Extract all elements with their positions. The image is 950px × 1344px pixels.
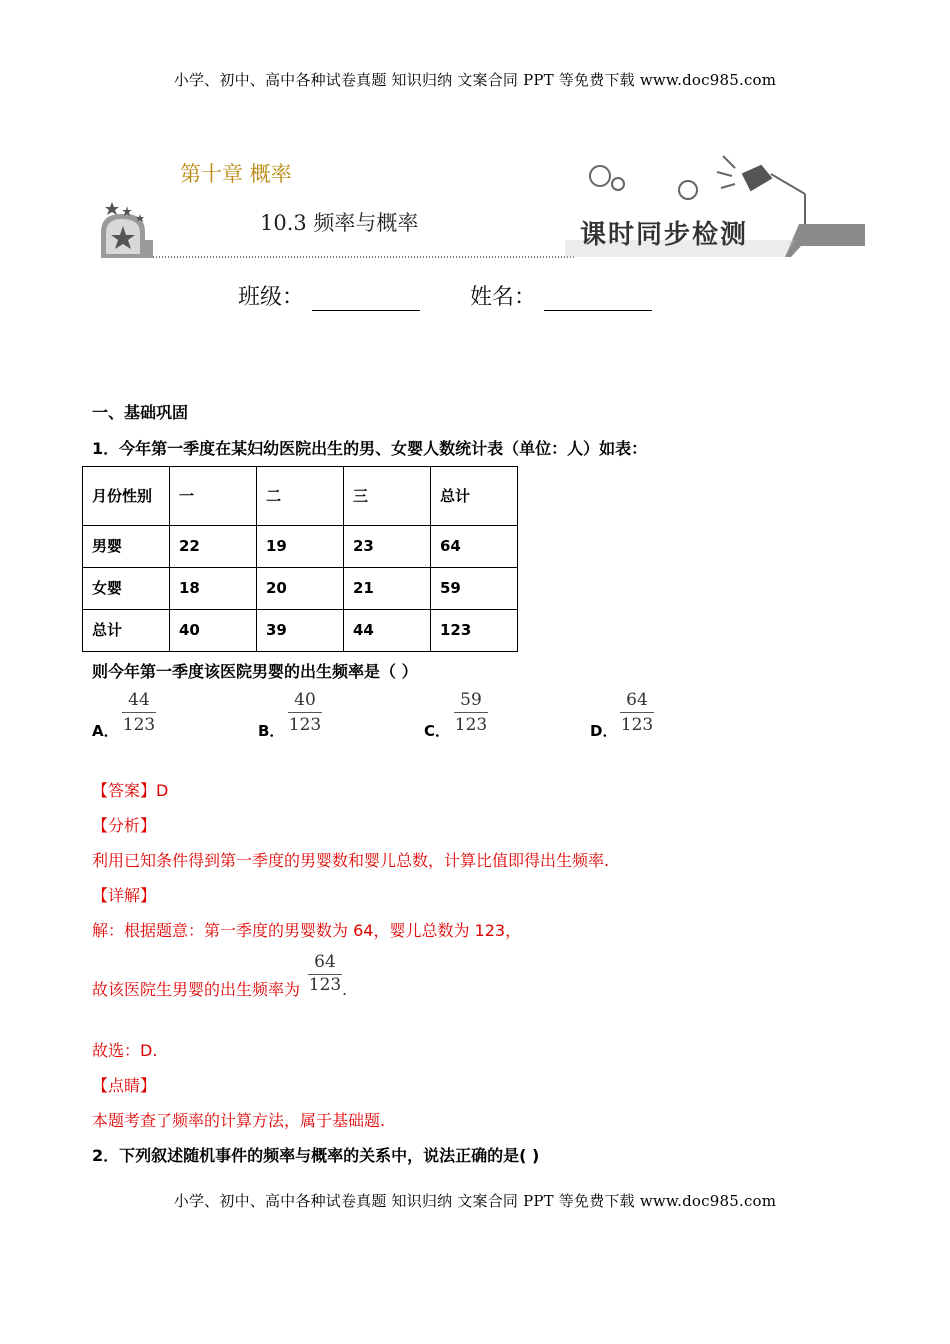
table-cell: 总计: [431, 467, 518, 526]
table-cell: 一: [170, 467, 257, 526]
banner-title: 课时同步检测: [580, 220, 749, 250]
fraction-numerator: 64: [308, 952, 342, 975]
remark-text: 本题考查了频率的计算方法，属于基础题.: [92, 1111, 386, 1130]
table-cell: 40: [170, 610, 257, 652]
selection-line: 故选：D.: [92, 1041, 158, 1060]
class-field[interactable]: [238, 280, 420, 311]
stats-table: [82, 466, 518, 652]
table-cell: 39: [257, 610, 344, 652]
table-cell: 44: [344, 610, 431, 652]
fraction-denominator: 123: [620, 715, 654, 735]
table-cell: 总计: [83, 610, 170, 652]
chapter-title: 第十章 概率: [180, 162, 292, 186]
option-fraction: [288, 690, 322, 735]
option-letter: A．: [92, 722, 119, 740]
part-heading: 一、基础巩固: [92, 403, 189, 422]
answer-line: 【答案】D: [92, 781, 169, 800]
table-cell: 男婴: [83, 526, 170, 568]
fraction-numerator: 44: [122, 690, 156, 713]
analysis-text: 利用已知条件得到第一季度的男婴数和婴儿总数，计算比值即得出生频率.: [92, 851, 610, 870]
table-cell: 三: [344, 467, 431, 526]
detail-fraction: [308, 952, 342, 995]
detail-label: 【详解】: [92, 886, 157, 905]
option-fraction: [620, 690, 654, 735]
class-blank[interactable]: [312, 290, 420, 311]
class-label: 班级：: [238, 285, 305, 310]
fraction-denominator: 123: [122, 715, 156, 735]
page-footer: 小学、初中、高中各种试卷真题 知识归纳 文案合同 PPT 等免费下载 www.doc985.com: [173, 1192, 777, 1210]
fraction-numerator: 59: [454, 690, 488, 713]
table-cell: 女婴: [83, 568, 170, 610]
table-cell: 二: [257, 467, 344, 526]
fraction-denominator: 123: [288, 715, 322, 735]
table-cell: 59: [431, 568, 518, 610]
detail-text-1: 解：根据题意：第一季度的男婴数为 64，婴儿总数为 123，: [92, 921, 522, 940]
option-letter: D．: [590, 722, 618, 740]
table-cell: 18: [170, 568, 257, 610]
fraction-denominator: 123: [454, 715, 488, 735]
table-cell: 20: [257, 568, 344, 610]
option-letter: C．: [424, 722, 451, 740]
star-badge-icon: [101, 202, 153, 258]
page-header: 小学、初中、高中各种试卷真题 知识归纳 文案合同 PPT 等免费下载 www.doc985.com: [173, 71, 777, 89]
question-1-text: 1．今年第一季度在某妇幼医院出生的男、女婴人数统计表（单位：人）如表：: [92, 439, 648, 458]
fraction-denominator: 123: [308, 975, 342, 995]
table-row: [83, 526, 518, 568]
option-fraction: [454, 690, 488, 735]
detail-period: .: [342, 980, 348, 999]
analysis-label: 【分析】: [92, 816, 157, 835]
table-cell: 22: [170, 526, 257, 568]
table-cell: 123: [431, 610, 518, 652]
table-header-row: [83, 467, 518, 526]
fraction-numerator: 64: [620, 690, 654, 713]
table-cell: 月份性别: [83, 467, 170, 526]
question-2-text: 2．下列叙述随机事件的频率与概率的关系中，说法正确的是( ): [92, 1146, 540, 1165]
name-blank[interactable]: [544, 290, 652, 311]
option-letter: B．: [258, 722, 285, 740]
remark-label: 【点睛】: [92, 1076, 157, 1095]
option-fraction: [122, 690, 156, 735]
question-1-stem: 则今年第一季度该医院男婴的出生频率是（ ）: [92, 662, 418, 681]
name-label: 姓名：: [470, 285, 537, 310]
table-cell: 64: [431, 526, 518, 568]
name-field[interactable]: [470, 280, 652, 311]
detail-text-2: 故该医院生男婴的出生频率为: [92, 980, 301, 999]
table-cell: 23: [344, 526, 431, 568]
table-row: [83, 568, 518, 610]
section-title: 10.3 频率与概率: [260, 211, 419, 235]
table-cell: 19: [257, 526, 344, 568]
fraction-numerator: 40: [288, 690, 322, 713]
table-cell: 21: [344, 568, 431, 610]
table-row: [83, 610, 518, 652]
